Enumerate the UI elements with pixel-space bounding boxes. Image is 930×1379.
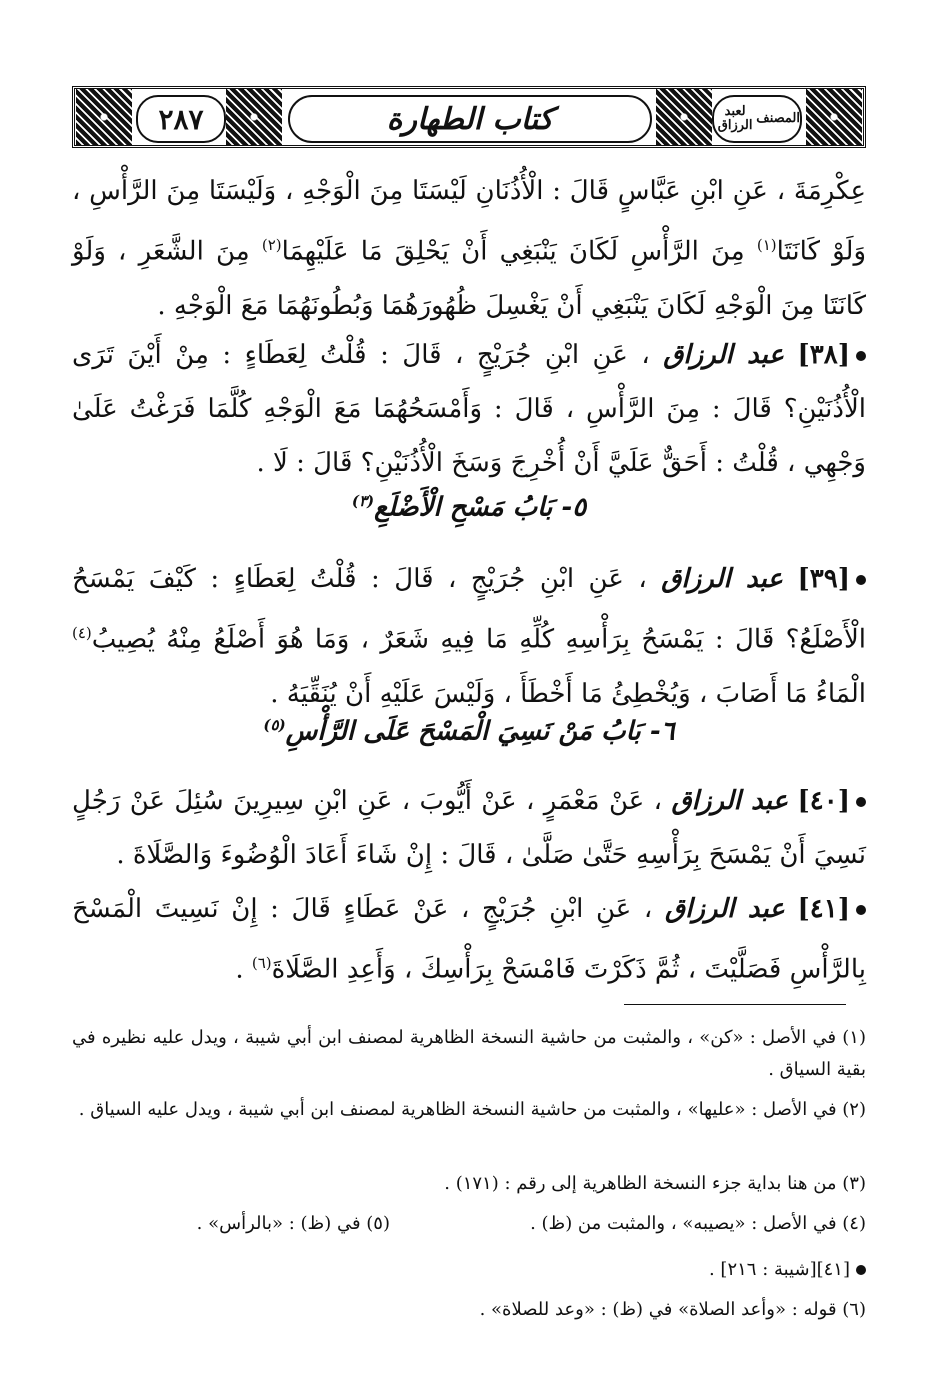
chapter-title: ٥- بَابُ مَسْحِ الْأَضْلَعِ: [374, 492, 587, 523]
ornament-icon: [76, 89, 132, 145]
hadith-text: ، عَنِ ابْنِ جُرَيْجٍ ، عَنْ عَطَاءٍ قَالَ : إِنْ نَسِيتَ الْمَسْحَ بِالرَّأْسِ فَصَلَّيْتَ ، ثُمَّ ذَكَرْتَ فَامْسَحْ بِرَأْسِكَ ، وَأَعِدِ الصَّلَاةَ: [72, 894, 866, 985]
hadith-text-a: ، عَنِ ابْنِ جُرَيْجٍ ، قَالَ : قُلْتُ لِعَطَاءٍ : كَيْفَ يَمْسَحُ الْأَصْلَعُ؟ قَالَ : يَمْسَحُ بِرَأْسِهِ كُلِّهِ مَا فِيهِ شَعَرٌ ، وَمَا هُوَ أَصْلَعُ مِنْهُ يُصِيبُ: [72, 564, 866, 655]
source-ref-text: [٤١][شيبة : ٢١٦] .: [708, 1259, 850, 1280]
bullet-icon: [856, 905, 866, 915]
hadith-end: .: [235, 954, 252, 985]
chapter-title: ٦- بَابُ مَنْ نَسِيَ الْمَسْحَ عَلَى الرَّأْسِ: [285, 716, 675, 747]
hadith-number: [٣٨]: [797, 340, 851, 370]
footnote-ref: (٤): [72, 624, 92, 642]
footnote-6: (٦) قوله : «وأعد الصلاة» في (ظ) : «وعد للصلاة» .: [479, 1299, 866, 1320]
hadith-text: ، عَنِ ابْنِ جُرَيْجٍ ، قَالَ : قُلْتُ لِعَطَاءٍ : مِنْ أَيْنَ تَرَى الْأُذُنَيْنِ؟ قَالَ : مِنَ الرَّأْسِ ، قَالَ : وَأَمْسَحُهُمَا مَعَ الْوَجْهِ كُلَّمَا فَرَغْتُ عَلَىٰ وَجْهِي ، قُلْتُ : أَحَقٌّ عَلَيَّ أَنْ أُخْرِجَ وَسَخَ الْأُذُنَيْنِ؟ قَالَ : لَا .: [72, 340, 866, 478]
footnote-4: (٤) في الأصل : «يصيبه» ، والمثبت من (ظ) .: [530, 1213, 866, 1234]
hadith-text-b: الْمَاءُ مَا أَصَابَ ، وَيُخْطِئُ مَا أَخْطَأَ ، وَلَيْسَ عَلَيْهِ أَنْ يُنَقِّيَهُ .: [270, 678, 866, 709]
hadith-41: [72, 882, 866, 997]
footnote-divider: [624, 1004, 846, 1005]
hadith-38: [72, 328, 866, 490]
footnote-ref: (١): [756, 236, 777, 254]
narrator: عبد الرزاق: [663, 340, 784, 370]
book-title: كتاب الطهارة: [288, 95, 652, 143]
hadith-40: [72, 774, 866, 882]
narrator: عبد الرزاق: [661, 564, 783, 594]
footnote-ref: (٣): [351, 492, 375, 510]
paragraph-continuation: [72, 164, 866, 333]
book-name-line2: لعبد الرزاق: [717, 104, 753, 133]
para1-text-c: مِنَ الشَّعَرِ ، وَلَوْ كَانَتَا مِنَ الْوَجْهِ لَكَانَ يَنْبَغِي أَنْ يَغْسِلَ ظُهُورَهُمَا وَبُطُونَهُمَا مَعَ الْوَجْهِ .: [72, 236, 866, 321]
ornament-icon: [226, 89, 282, 145]
hadith-39: [72, 552, 866, 721]
ornament-icon: [806, 89, 862, 145]
narrator: عبد الرزاق: [664, 894, 785, 924]
narrator: عبد الرزاق: [671, 786, 789, 816]
footnote-5: (٥) في (ظ) : «بالرأس» .: [196, 1213, 390, 1234]
hadith-number: [٤١]: [797, 894, 851, 924]
book-name-line1: المصنف: [756, 111, 800, 126]
hadith-number: [٤٠]: [797, 786, 851, 816]
bullet-icon: [856, 1265, 866, 1275]
para1-text-a: عِكْرِمَةَ ، عَنِ ابْنِ عَبَّاسٍ قَالَ : الْأُذُنَانِ لَيْسَتَا مِنَ الْوَجْهِ ، وَلَيْسَتَا مِنَ الرَّأْسِ ، وَلَوْ كَانَتَا: [72, 176, 867, 267]
page-header: [72, 86, 866, 148]
page-number: ٢٨٧: [136, 95, 226, 143]
ornament-icon: [656, 89, 712, 145]
footnote-ref: (٦): [251, 954, 272, 972]
bullet-icon: [856, 797, 866, 807]
bullet-icon: [856, 575, 866, 585]
footnote-source-ref: [72, 1254, 866, 1286]
hadith-number: [٣٩]: [797, 564, 850, 594]
footnote-ref: (٢): [261, 236, 282, 254]
hadith-text: ، عَنْ مَعْمَرٍ ، عَنْ أَيُّوبَ ، عَنِ ابْنِ سِيرِينَ سُئِلَ عَنْ رَجُلٍ نَسِيَ أَنْ يَمْسَحَ بِرَأْسِهِ حَتَّىٰ صَلَّىٰ ، قَالَ : إِنْ شَاءَ أَعَادَ الْوُضُوءَ وَالصَّلَاةَ .: [72, 786, 866, 870]
footnote-1: (١) في الأصل : «كن» ، والمثبت من حاشية النسخة الظاهرية لمصنف ابن أبي شيبة ، ويدل عليه نظيره في بقية السياق .: [72, 1027, 866, 1080]
para1-text-b: مِنَ الرَّأْسِ لَكَانَ يَنْبَغِي أَنْ يَحْلِقَ مَا عَلَيْهِمَا: [281, 236, 745, 267]
chapter-heading-5: [72, 492, 866, 523]
book-name: [712, 95, 802, 143]
chapter-heading-6: [72, 716, 866, 747]
bullet-icon: [856, 351, 866, 361]
footnote-ref: (٥): [263, 716, 286, 734]
footnote-3: (٣) من هنا بداية جزء النسخة الظاهرية إلى رقم : (١٧١) .: [444, 1173, 866, 1194]
footnote-2: (٢) في الأصل : «عليها» ، والمثبت من حاشية النسخة الظاهرية لمصنف ابن أبي شيبة ، ويدل عليه السياق .: [78, 1099, 866, 1120]
